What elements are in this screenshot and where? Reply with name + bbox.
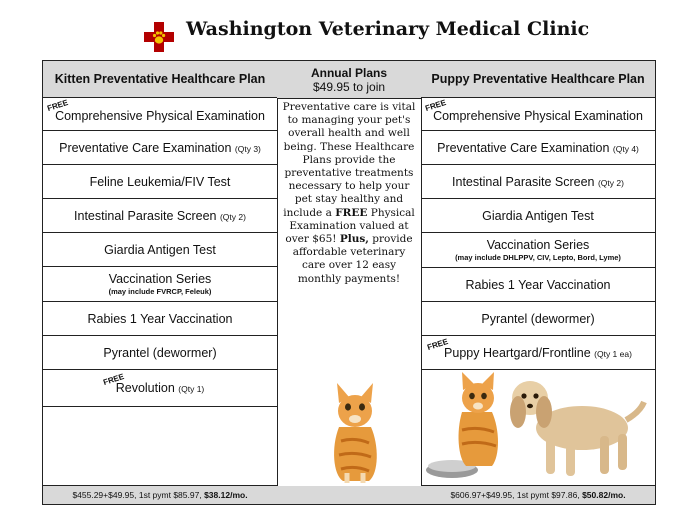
plan-description: Preventative care is vital to managing your pet's overall health and well being. These Healthcare Plans provide the preventative treatments necessary to help your pet stay healthy and include a FREE Physical Examination valued at over $65! Plus, provide affordable veterinary care over 12 easy monthly payments! (282, 101, 416, 285)
footer-price: $455.29+$49.95, 1st pymt $85.97, (72, 490, 202, 500)
kitten-image (325, 377, 385, 485)
item-label: Preventative Care Examination (59, 140, 232, 155)
kitten-item-1 (43, 98, 277, 131)
free-badge: FREE (424, 97, 448, 114)
puppy-item-7 (421, 302, 655, 336)
footer-price: $606.97+$49.95, 1st pymt $97.86, (450, 490, 580, 500)
kitten-empty-cell (43, 407, 277, 486)
clinic-title: Washington Veterinary Medical Clinic (186, 18, 590, 40)
footer-monthly: $50.82/mo. (582, 490, 626, 500)
plans-table (42, 60, 656, 505)
join-price: $49.95 to join (312, 79, 386, 94)
puppy-item-8 (421, 336, 655, 370)
kitten-item-2 (43, 131, 277, 165)
footer-monthly: $38.12/mo. (204, 490, 248, 500)
item-label: Intestinal Parasite Screen (452, 174, 595, 189)
item-label: Vaccination Series (108, 272, 212, 286)
puppy-item-2 (421, 131, 655, 165)
free-badge: FREE (102, 371, 126, 388)
item-label: Pyrantel (dewormer) (481, 311, 595, 326)
annual-plans-header (277, 61, 421, 99)
puppy-item-5 (421, 233, 655, 268)
puppy-item-6 (421, 268, 655, 302)
kitten-item-3 (43, 165, 277, 199)
free-badge: FREE (46, 97, 70, 114)
kitten-item-8 (43, 336, 277, 370)
item-label: Pyrantel (dewormer) (103, 345, 217, 360)
item-label: Intestinal Parasite Screen (74, 208, 217, 223)
item-label: Giardia Antigen Test (104, 242, 216, 257)
kitten-item-7 (43, 302, 277, 336)
item-label: Preventative Care Examination (437, 140, 610, 155)
item-label: Comprehensive Physical Examination (433, 109, 643, 123)
item-qty: (Qty 2) (219, 211, 246, 222)
pets-image-cell (421, 370, 655, 486)
puppy-item-1 (421, 98, 655, 131)
kitten-plan-title: Kitten Preventative Healthcare Plan (43, 61, 277, 98)
item-label: Vaccination Series (486, 238, 590, 252)
item-qty: (Qty 3) (234, 143, 261, 154)
item-label: Comprehensive Physical Examination (55, 109, 265, 123)
annual-plans-column (277, 61, 422, 504)
item-qty: (Qty 4) (612, 143, 639, 154)
kitten-price-footer (43, 486, 277, 504)
cross-paw-icon (144, 22, 174, 52)
item-qty: (Qty 1) (178, 384, 205, 394)
puppy-item-3 (421, 165, 655, 199)
item-qty: (Qty 2) (597, 177, 624, 188)
kitten-item-6 (43, 267, 277, 302)
item-note: (may include FVRCP, Feleuk) (108, 287, 212, 296)
puppy-price-footer (421, 486, 655, 504)
puppy-plan-title: Puppy Preventative Healthcare Plan (421, 61, 655, 98)
item-label: Puppy Heartgard/Frontline (444, 345, 591, 360)
item-label: Feline Leukemia/FIV Test (89, 174, 231, 189)
item-qty: (Qty 1 ea) (594, 348, 632, 359)
item-label: Rabies 1 Year Vaccination (465, 277, 611, 292)
puppy-item-4 (421, 199, 655, 233)
item-label: Rabies 1 Year Vaccination (87, 311, 233, 326)
kitten-puppy-image (422, 372, 654, 484)
annual-plans-title: Annual Plans (310, 65, 387, 80)
free-badge: FREE (426, 336, 450, 353)
kitten-item-4 (43, 199, 277, 233)
item-note: (may include DHLPPV, CIV, Lepto, Bord, Lyme) (455, 253, 621, 262)
item-label: Revolution (115, 381, 175, 395)
item-label: Giardia Antigen Test (482, 208, 594, 223)
puppy-plan-column (421, 61, 655, 504)
kitten-item-9 (43, 370, 277, 407)
kitten-item-5 (43, 233, 277, 267)
kitten-plan-column (43, 61, 278, 504)
annual-footer-shade (277, 486, 421, 504)
